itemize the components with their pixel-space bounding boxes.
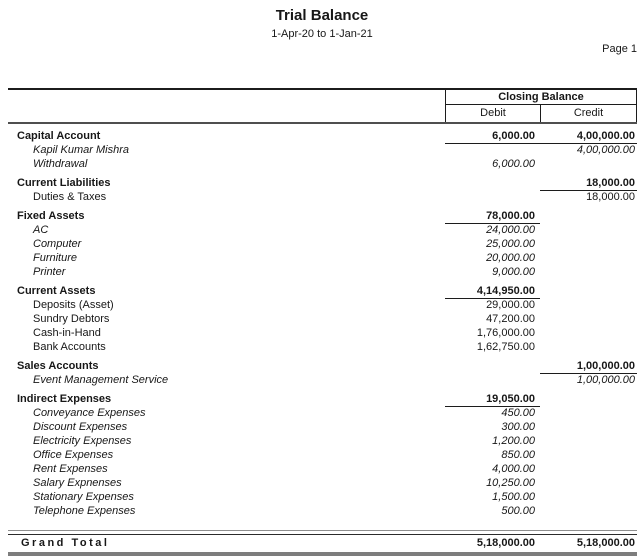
grand-total-row [8, 535, 637, 552]
credit-amount [540, 435, 637, 449]
debit-amount: 24,000.00 [486, 224, 535, 236]
account-name: Sales Accounts [17, 360, 99, 372]
account-name: Salary Expnenses [33, 477, 122, 489]
account-name: Electricity Expenses [33, 435, 132, 447]
credit-amount [540, 421, 637, 435]
table-row [8, 285, 637, 299]
account-name: Duties & Taxes [33, 191, 107, 203]
debit-amount: 850.00 [501, 449, 535, 461]
account-name: Capital Account [17, 130, 101, 142]
table-row [8, 505, 637, 519]
grand-total-debit: 5,18,000.00 [476, 537, 535, 549]
debit-amount: 25,000.00 [486, 238, 535, 250]
report-table [8, 88, 637, 556]
debit-amount: 4,14,950.00 [445, 285, 540, 299]
table-row [8, 238, 637, 252]
report-title: Trial Balance [275, 7, 369, 24]
table-row [8, 463, 637, 477]
account-name: Office Expenses [33, 449, 114, 461]
page-number: Page 1 [602, 43, 637, 55]
credit-amount [540, 299, 637, 313]
debit-amount: 300.00 [501, 421, 535, 433]
table-row [8, 144, 637, 158]
debit-amount: 19,050.00 [445, 393, 540, 407]
debit-amount: 9,000.00 [492, 266, 535, 278]
table-row [8, 491, 637, 505]
account-name: Kapil Kumar Mishra [33, 144, 129, 156]
credit-amount [540, 341, 637, 355]
account-name: Rent Expenses [33, 463, 108, 475]
closing-balance-header: Closing Balance [445, 90, 637, 105]
table-header [8, 88, 637, 124]
credit-amount: 4,00,000.00 [540, 130, 637, 144]
debit-column-header: Debit [445, 105, 540, 122]
credit-amount [540, 463, 637, 477]
account-name: Sundry Debtors [33, 313, 110, 325]
grand-total-label: Grand Total [21, 537, 110, 549]
table-row [8, 299, 637, 313]
header-row-debit-credit [8, 105, 637, 122]
account-name: Current Assets [17, 285, 96, 297]
debit-amount [445, 374, 540, 388]
table-row [8, 266, 637, 280]
account-name: Cash-in-Hand [33, 327, 101, 339]
account-name: Furniture [33, 252, 78, 264]
account-name: Event Management Service [33, 374, 169, 386]
header-row-closing-balance [8, 90, 637, 105]
table-row [8, 252, 637, 266]
debit-amount [445, 144, 540, 158]
debit-amount: 450.00 [501, 407, 535, 419]
credit-amount: 1,00,000.00 [540, 360, 637, 374]
table-row [8, 313, 637, 327]
account-name: Stationary Expenses [33, 491, 134, 503]
debit-amount [445, 191, 540, 205]
debit-amount: 6,000.00 [492, 158, 535, 170]
table-row [8, 449, 637, 463]
debit-amount [445, 360, 540, 374]
header-spacer [8, 105, 445, 122]
table-row [8, 407, 637, 421]
account-name: Printer [33, 266, 66, 278]
credit-amount [540, 266, 637, 280]
account-name: Deposits (Asset) [33, 299, 114, 311]
account-name: Withdrawal [33, 158, 88, 170]
debit-amount: 500.00 [501, 505, 535, 517]
account-name: Computer [33, 238, 82, 250]
table-row [8, 341, 637, 355]
debit-amount: 1,62,750.00 [476, 341, 535, 353]
table-row [8, 130, 637, 144]
credit-amount [540, 449, 637, 463]
debit-amount: 1,76,000.00 [476, 327, 535, 339]
report-bottom-rule [8, 552, 637, 556]
table-row [8, 393, 637, 407]
credit-amount [540, 477, 637, 491]
account-name: Indirect Expenses [17, 393, 112, 405]
debit-amount: 10,250.00 [486, 477, 535, 489]
credit-amount [540, 252, 637, 266]
debit-amount [445, 177, 540, 191]
table-row [8, 360, 637, 374]
debit-amount: 1,200.00 [492, 435, 535, 447]
account-name: Conveyance Expenses [33, 407, 146, 419]
debit-amount: 78,000.00 [445, 210, 540, 224]
credit-amount: 4,00,000.00 [576, 144, 635, 156]
debit-amount: 20,000.00 [486, 252, 535, 264]
account-name: AC [33, 224, 49, 236]
credit-amount [540, 393, 637, 407]
debit-amount: 47,200.00 [486, 313, 535, 325]
table-row [8, 224, 637, 238]
credit-amount [540, 313, 637, 327]
account-name: Discount Expenses [33, 421, 128, 433]
credit-amount: 1,00,000.00 [576, 374, 635, 386]
debit-amount: 1,500.00 [492, 491, 535, 503]
credit-amount [540, 505, 637, 519]
table-row [8, 327, 637, 341]
debit-amount: 29,000.00 [486, 299, 535, 311]
credit-amount [540, 491, 637, 505]
credit-column-header: Credit [540, 105, 637, 122]
table-row [8, 210, 637, 224]
credit-amount [540, 285, 637, 299]
credit-amount [540, 158, 637, 172]
credit-amount [540, 238, 637, 252]
report-period: 1-Apr-20 to 1-Jan-21 [271, 28, 373, 40]
credit-amount [540, 224, 637, 238]
table-row [8, 421, 637, 435]
header-spacer [8, 90, 445, 105]
table-row [8, 158, 637, 172]
table-row [8, 374, 637, 388]
grand-total-credit: 5,18,000.00 [576, 537, 635, 549]
table-body [8, 124, 637, 519]
account-name: Bank Accounts [33, 341, 106, 353]
credit-amount: 18,000.00 [540, 177, 637, 191]
account-name: Current Liabilities [17, 177, 111, 189]
table-row [8, 477, 637, 491]
credit-amount: 18,000.00 [586, 191, 635, 203]
debit-amount: 4,000.00 [492, 463, 535, 475]
account-name: Telephone Expenses [33, 505, 136, 517]
debit-amount: 6,000.00 [445, 130, 540, 144]
table-row [8, 435, 637, 449]
credit-amount [540, 327, 637, 341]
table-row [8, 191, 637, 205]
account-name: Fixed Assets [17, 210, 85, 222]
table-row [8, 177, 637, 191]
credit-amount [540, 210, 637, 224]
credit-amount [540, 407, 637, 421]
